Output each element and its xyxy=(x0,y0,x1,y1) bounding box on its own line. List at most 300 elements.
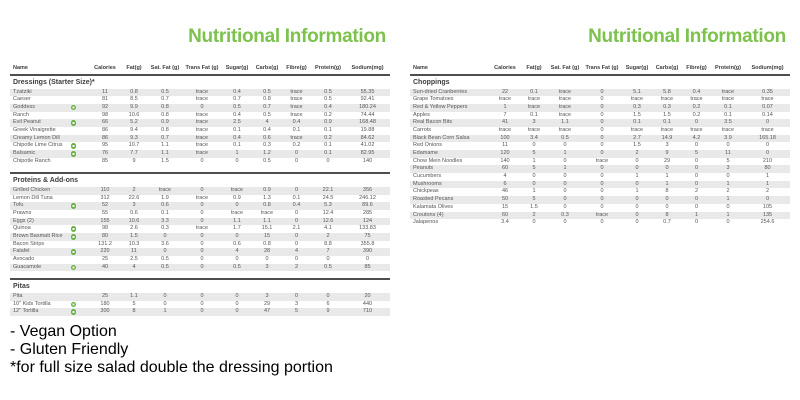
table-section xyxy=(10,172,390,271)
vegan-option-icon xyxy=(71,105,77,111)
icon-slot xyxy=(79,105,86,111)
icon-slot xyxy=(79,159,86,165)
nutrition-value: 0 xyxy=(600,103,604,110)
gluten-friendly-icon xyxy=(80,120,86,126)
icon-slot xyxy=(70,294,77,300)
table-row xyxy=(410,158,790,166)
header-rule xyxy=(410,74,790,76)
nutrition-value: 220 xyxy=(100,248,110,255)
nutrition-value: 0.4 xyxy=(233,88,241,95)
nutrition-value: 0.1 xyxy=(233,126,241,133)
nutrition-value: 0 xyxy=(600,111,604,118)
nutrition-value: 1.1 xyxy=(233,217,241,224)
nutrition-value: 0 xyxy=(163,300,167,307)
nutrition-value: 1.2 xyxy=(263,150,271,156)
nutrition-value: 0.1 xyxy=(724,111,732,118)
diet-icons xyxy=(466,205,490,211)
nutrition-value: 0 xyxy=(726,142,730,149)
diet-icons xyxy=(66,89,90,95)
diet-icons xyxy=(466,174,490,180)
nutrition-value: 0 xyxy=(600,119,604,126)
nutrition-value: 2.7 xyxy=(633,134,641,141)
table-row xyxy=(410,204,790,212)
nutrition-value: 1 xyxy=(726,211,730,218)
nutrition-value: 0 xyxy=(600,219,604,226)
nutrition-value: 180.24 xyxy=(359,103,376,110)
table-row xyxy=(10,112,390,120)
nutrition-value: 29 xyxy=(263,300,271,307)
nutrition-value: 0.1 xyxy=(633,119,641,126)
nutrition-value: 0.2 xyxy=(692,103,701,110)
vegan-option-icon xyxy=(71,226,77,232)
icon-slot xyxy=(479,135,486,141)
nutrition-value: 0.1 xyxy=(530,88,538,95)
nutrition-value: 105 xyxy=(762,203,773,210)
icon-slot xyxy=(470,128,477,134)
nutrition-value: 0 xyxy=(635,196,639,203)
nutrition-value: 8 xyxy=(132,308,136,315)
nutrition-value: trace xyxy=(595,211,609,218)
nutrition-value: 0.2 xyxy=(324,134,332,141)
nutrition-value: 0 xyxy=(635,219,639,226)
nutrition-value: 0 xyxy=(765,119,770,126)
nutrition-value: 4 xyxy=(503,173,507,180)
table-row xyxy=(10,187,390,195)
nutrition-value: 8.8 xyxy=(324,240,332,247)
nutrition-value: 0.3 xyxy=(161,225,169,232)
row-name: Lemon Dill Tuna xyxy=(13,194,53,201)
table-row xyxy=(410,212,790,220)
nutrition-value: 1 xyxy=(532,157,536,164)
nutrition-value: 0 xyxy=(532,173,536,180)
nutrition-value: trace xyxy=(761,126,774,133)
table-row xyxy=(410,119,790,127)
column-header-name: Name xyxy=(13,65,28,71)
nutrition-value: trace xyxy=(498,126,512,133)
nutrition-value: 0 xyxy=(600,173,604,180)
table-row xyxy=(410,173,790,181)
nutrition-value: 5.2 xyxy=(130,119,138,126)
nutrition-value: 29 xyxy=(663,157,671,164)
nutrition-value: trace xyxy=(158,186,172,193)
gluten-friendly-icon xyxy=(80,249,86,255)
nutrition-value: 0 xyxy=(600,203,604,210)
column-header: Fat(g) xyxy=(526,65,542,71)
nutrition-value: 133.83 xyxy=(359,225,376,232)
nutrition-value: 1 xyxy=(665,180,669,187)
nutrition-value: 52 xyxy=(101,202,109,209)
icon-slot xyxy=(70,188,77,194)
nutrition-value: 14.9 xyxy=(661,134,673,141)
icon-slot xyxy=(79,128,86,134)
nutrition-value: 0.1 xyxy=(292,126,301,133)
table-row xyxy=(10,248,390,256)
nutrition-value: 0 xyxy=(694,142,699,149)
nutrition-value: trace xyxy=(290,134,303,141)
nutrition-value: 41 xyxy=(501,119,509,126)
table-row xyxy=(410,196,790,204)
table-row xyxy=(410,127,790,135)
icon-slot xyxy=(79,112,86,118)
diet-icons xyxy=(66,309,90,315)
nutrition-value: 55 xyxy=(101,209,109,216)
table-row xyxy=(10,264,390,272)
nutrition-value: 1 xyxy=(765,173,770,180)
nutrition-value: 81 xyxy=(101,96,109,103)
nutrition-value: trace xyxy=(290,103,303,110)
icon-slot xyxy=(470,97,477,103)
nutrition-value: 0 xyxy=(694,165,699,172)
nutrition-value: 135 xyxy=(762,211,773,218)
icon-slot xyxy=(479,105,486,111)
row-name: Chow Mein Noodles xyxy=(413,157,463,164)
nutrition-value: 0 xyxy=(235,308,239,315)
nutrition-value: 0 xyxy=(765,150,770,156)
nutrition-value: 3.3 xyxy=(161,217,169,224)
panel-right xyxy=(400,0,800,400)
nutrition-value: 0 xyxy=(563,157,567,164)
row-name: 10" Kids Tortilla xyxy=(13,300,51,307)
legend xyxy=(10,323,390,377)
nutrition-table xyxy=(10,61,390,316)
nutrition-value: 0.8 xyxy=(263,96,271,103)
table-row xyxy=(410,142,790,150)
column-header: Calories xyxy=(494,65,516,71)
icon-slot xyxy=(470,205,477,211)
nutrition-value: trace xyxy=(721,88,735,95)
icon-slot xyxy=(470,197,477,203)
section-heading: Dressings (Starter Size)* xyxy=(13,78,95,86)
column-header: Trans Fat (g) xyxy=(585,65,619,71)
diet-icons xyxy=(66,151,90,157)
nutrition-value: 1.3 xyxy=(263,194,271,201)
gluten-friendly-icon xyxy=(80,151,86,157)
icon-slot xyxy=(79,195,86,201)
vegan-option-icon xyxy=(71,302,77,308)
icon-slot xyxy=(70,120,77,126)
nutrition-value: 0 xyxy=(563,142,567,149)
nutrition-value: 9 xyxy=(326,308,330,315)
nutrition-value: 2.1 xyxy=(292,225,301,232)
table-row xyxy=(10,195,390,203)
row-name: Mushrooms xyxy=(413,180,442,187)
row-name: Grape Tomatoes xyxy=(413,96,454,103)
table-row xyxy=(410,135,790,143)
icon-slot xyxy=(479,197,486,203)
icon-slot xyxy=(79,234,86,240)
icon-slot xyxy=(70,218,77,224)
nutrition-value: 0.6 xyxy=(130,209,138,216)
nutrition-value: 5 xyxy=(294,308,299,315)
table-row xyxy=(10,142,390,150)
icon-slot xyxy=(79,301,86,307)
nutrition-value: 4 xyxy=(294,248,299,255)
row-name: Croutons (4) xyxy=(413,211,444,218)
icon-slot xyxy=(79,135,86,141)
nutrition-value: 82.95 xyxy=(360,150,375,156)
table-row xyxy=(410,181,790,189)
nutrition-value: 8 xyxy=(665,211,669,218)
nutrition-value: 0 xyxy=(163,233,167,239)
nutrition-value: 0.5 xyxy=(161,263,169,270)
table-section xyxy=(410,78,790,227)
nutrition-value: 0 xyxy=(600,96,604,103)
nutrition-value: 1 xyxy=(163,308,167,315)
nutrition-value: 0.4 xyxy=(233,134,241,141)
nutrition-value: 0.3 xyxy=(263,142,271,149)
diet-icons xyxy=(466,166,490,172)
nutrition-value: 74.44 xyxy=(360,111,375,118)
nutrition-value: 0 xyxy=(235,292,239,299)
nutrition-value: 3.6 xyxy=(161,240,169,247)
nutrition-value: 1 xyxy=(532,188,536,195)
row-name: Cucumbers xyxy=(413,173,442,180)
diet-icons xyxy=(466,120,490,126)
nutrition-value: 0 xyxy=(726,173,730,180)
icon-slot xyxy=(479,143,486,149)
icon-slot xyxy=(70,234,77,240)
nutrition-value: 75 xyxy=(364,233,371,239)
nutrition-value: trace xyxy=(721,126,735,133)
nutrition-value: 5.1 xyxy=(633,88,641,95)
icon-slot xyxy=(470,89,477,95)
nutrition-value: 246.12 xyxy=(359,194,376,201)
icon-slot xyxy=(79,242,86,248)
vegan-option-icon xyxy=(71,265,77,271)
nutrition-value: 0.8 xyxy=(263,202,271,209)
page-title: Nutritional Information xyxy=(188,26,386,47)
section-rows xyxy=(410,89,790,227)
nutrition-value: 0 xyxy=(600,165,604,172)
nutrition-value: 0 xyxy=(200,248,204,255)
nutrition-value: 80 xyxy=(101,233,109,239)
nutrition-value: 15 xyxy=(501,203,509,210)
nutrition-value: 1.1 xyxy=(161,142,169,149)
gluten-friendly-icon xyxy=(80,136,86,142)
nutrition-value: 312 xyxy=(100,194,110,201)
nutrition-value: 0.5 xyxy=(161,88,169,95)
nutrition-value: 0 xyxy=(665,196,669,203)
nutrition-value: 0 xyxy=(765,196,770,203)
nutrition-value: 0.9 xyxy=(263,186,271,193)
column-header: Sodium(mg) xyxy=(751,65,784,71)
nutrition-value: 28 xyxy=(263,248,271,255)
row-name: Tofu xyxy=(13,202,24,209)
nutrition-value: trace xyxy=(195,225,209,232)
diet-icons xyxy=(466,97,490,103)
nutrition-value: 0.9 xyxy=(161,119,169,126)
nutrition-value: 210 xyxy=(762,157,773,164)
row-name: Balsamic xyxy=(13,150,36,156)
column-header: Sodium(mg) xyxy=(351,65,384,71)
icon-slot xyxy=(470,174,477,180)
nutrition-value: 2 xyxy=(326,233,330,239)
nutrition-value: 2.5 xyxy=(233,119,241,126)
row-name: Caeser xyxy=(13,96,31,103)
icon-slot xyxy=(479,189,486,195)
gluten-friendly-icon xyxy=(80,234,86,240)
nutrition-value: 9.4 xyxy=(130,126,138,133)
diet-icons xyxy=(66,120,90,126)
row-name: Evil Peanut xyxy=(13,119,41,126)
icon-slot xyxy=(479,159,486,165)
nutrition-value: 0.8 xyxy=(161,103,169,110)
legend-gluten xyxy=(10,341,390,359)
diet-icons xyxy=(66,226,90,232)
nutrition-value: 98 xyxy=(101,225,109,232)
diet-icons xyxy=(66,218,90,224)
table-row xyxy=(10,241,390,249)
nutrition-value: 355.8 xyxy=(360,240,375,247)
icon-slot xyxy=(470,166,477,172)
nutrition-value: 0.1 xyxy=(530,111,538,118)
nutrition-value: 1.1 xyxy=(161,150,169,156)
column-header: Carbs(g) xyxy=(255,65,279,71)
nutrition-value: trace xyxy=(290,88,303,95)
nutrition-value: 0 xyxy=(600,134,604,141)
nutrition-value: 2.6 xyxy=(130,225,138,232)
gluten-friendly-icon xyxy=(80,90,86,96)
nutrition-value: 5 xyxy=(532,196,536,203)
diet-icons xyxy=(466,135,490,141)
gluten-friendly-icon xyxy=(80,143,86,149)
nutrition-value: 11 xyxy=(502,142,508,149)
row-name: Tzatziki xyxy=(13,88,32,95)
table-row xyxy=(10,96,390,104)
diet-icons xyxy=(66,294,90,300)
nutrition-value: 1 xyxy=(726,180,730,187)
nutrition-value: 3 xyxy=(294,300,299,307)
nutrition-value: 1 xyxy=(635,173,639,180)
nutrition-value: 84.62 xyxy=(360,134,375,141)
nutrition-value: 356 xyxy=(362,186,373,193)
nutrition-value: 3.5 xyxy=(724,119,732,126)
nutrition-value: 0 xyxy=(600,126,604,133)
row-name: Red & Yellow Peppers xyxy=(413,103,468,110)
nutrition-value: 0 xyxy=(235,157,239,164)
nutrition-value: trace xyxy=(195,96,209,103)
row-name: Jalapenos xyxy=(413,219,439,226)
nutrition-value: 254.6 xyxy=(760,219,775,226)
nutrition-value: 1.5 xyxy=(633,111,641,118)
nutrition-value: 10.3 xyxy=(128,240,140,247)
nutrition-value: 1.5 xyxy=(530,203,538,210)
icon-slot xyxy=(479,128,486,134)
nutrition-value: 9 xyxy=(665,150,669,156)
nutrition-value: trace xyxy=(660,96,674,103)
nutrition-value: 124 xyxy=(362,217,373,224)
table-section xyxy=(10,278,390,316)
nutrition-value: trace xyxy=(195,194,209,201)
nutrition-value: 2 xyxy=(765,188,770,195)
section-rows xyxy=(10,293,390,316)
column-header: Trans Fat (g) xyxy=(185,65,219,71)
nutrition-value: 0.4 xyxy=(263,126,271,133)
gluten-friendly-icon xyxy=(80,219,86,225)
dressing-footnote: *for full size salad double the dressing portion xyxy=(10,359,333,376)
nutrition-value: 76 xyxy=(101,150,109,156)
nutrition-value: trace xyxy=(558,111,572,118)
page-title: Nutritional Information xyxy=(588,26,786,47)
diet-icons xyxy=(66,242,90,248)
diet-icons xyxy=(466,212,490,218)
icon-slot xyxy=(470,105,477,111)
icon-slot xyxy=(79,120,86,126)
nutrition-value: 1 xyxy=(726,196,730,203)
nutrition-value: 1.5 xyxy=(633,142,641,149)
row-name: Black Bean Corn Salsa xyxy=(413,134,470,141)
row-name: Eggs (2) xyxy=(13,217,34,224)
nutrition-value: 0.1 xyxy=(233,142,241,149)
table-row xyxy=(10,218,390,226)
nutrition-value: trace xyxy=(558,103,572,110)
nutrition-value: 0 xyxy=(563,219,567,226)
nutrition-value: 11 xyxy=(725,150,731,156)
nutrition-value: 86 xyxy=(101,126,109,133)
nutrition-value: 0 xyxy=(726,219,730,226)
nutrition-value: 0.5 xyxy=(324,96,332,103)
nutrition-value: 1 xyxy=(765,180,770,187)
nutrition-value: trace xyxy=(558,126,572,133)
row-name: Pita xyxy=(13,292,23,299)
nutrition-value: 0.5 xyxy=(561,134,569,141)
row-name: Prawns xyxy=(13,209,32,216)
nutrition-value: 0 xyxy=(635,165,639,172)
nutrition-value: 19.88 xyxy=(360,126,375,133)
nutrition-value: 10.6 xyxy=(128,217,140,224)
nutrition-value: trace xyxy=(498,96,512,103)
nutrition-value: 92.41 xyxy=(360,96,375,103)
nutrition-value: 0 xyxy=(265,256,269,263)
nutrition-value: 0.5 xyxy=(233,103,241,110)
nutrition-value: trace xyxy=(721,96,735,103)
diet-icons xyxy=(466,189,490,195)
nutrition-value: 0.8 xyxy=(130,88,138,95)
nutrition-value: 0.7 xyxy=(161,96,169,103)
nutrition-value: 9.9 xyxy=(130,103,138,110)
icon-slot xyxy=(470,112,477,118)
nutrition-value: 440 xyxy=(362,300,373,307)
gluten-friendly-icon xyxy=(80,226,86,232)
icon-slot xyxy=(79,143,86,149)
diet-icons xyxy=(66,234,90,240)
nutrition-value: 0 xyxy=(294,256,299,263)
nutrition-value: 6 xyxy=(326,300,330,307)
nutrition-value: 0.7 xyxy=(233,96,241,103)
diet-icons xyxy=(66,265,90,271)
icon-slot xyxy=(70,242,77,248)
nutrition-value: trace xyxy=(195,119,209,126)
nutrition-value: 0.5 xyxy=(263,111,271,118)
nutrition-value: 4 xyxy=(265,119,269,126)
row-name: Brown Basmati Rice xyxy=(13,233,63,239)
table-row xyxy=(410,112,790,120)
nutrition-value: trace xyxy=(290,111,303,118)
row-name: Carrots xyxy=(413,126,432,133)
nutrition-value: 0.5 xyxy=(161,256,169,263)
nutrition-value: 0 xyxy=(200,263,204,270)
nutrition-value: 0.3 xyxy=(663,103,671,110)
icon-slot xyxy=(470,212,477,218)
nutrition-value: 0 xyxy=(294,292,299,299)
nutrition-value: 4.1 xyxy=(324,225,332,232)
icon-slot xyxy=(470,159,477,165)
nutrition-value: 7.7 xyxy=(130,150,138,156)
diet-icons xyxy=(66,105,90,111)
nutrition-value: 2 xyxy=(132,186,136,193)
nutrition-value: trace xyxy=(660,126,674,133)
gluten-friendly-icon xyxy=(80,105,86,111)
